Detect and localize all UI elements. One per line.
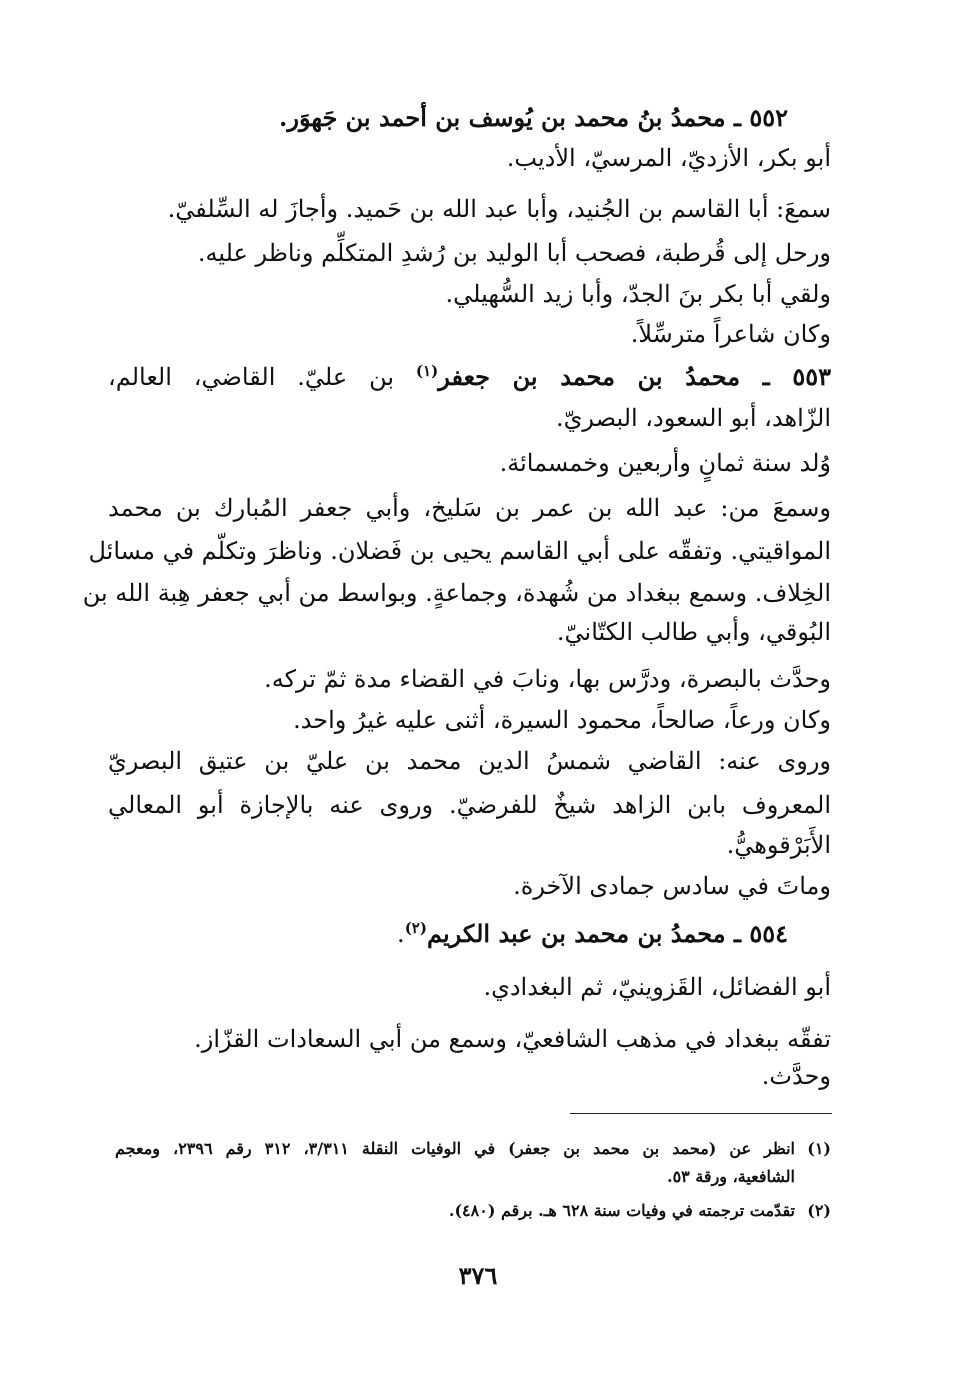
entry-553-line: وحدَّث بالبصرة، ودرَّس بها، ونابَ في القضاء مدة ثمّ تركه. [264,665,831,693]
entry-553-line: الأَبَرْقوهيُّ. [726,831,831,859]
footnote-2 [449,1198,831,1224]
entry-552-line: ورحل إلى قُرطبة، فصحب أبا الوليد بن رُشدِ المتكلِّم وناظر عليه. [197,239,831,267]
footnote-1 [115,1136,831,1162]
footnote-ref-1: (١) [415,362,439,380]
entry-553-line: الخِلاف. وسمع ببغداد من شُهدة، وجماعةٍ. وبواسط من أبي جعفر هِبة الله بن [82,579,831,607]
entry-554-line: أبو الفضائل، القَزوينيّ، ثم البغدادي. [483,973,831,1001]
entry-553-heading [108,357,831,397]
entry-553-line: وُلد سنة ثمانٍ وأربعين وخمسمائة. [499,449,831,477]
entry-553-line: المعروف بابن الزاهد شيخٌ للفرضيّ. وروى عنه بالإجازة أبو المعالي [108,791,831,819]
entry-552-line: وكان شاعراً مترسِّلاً. [630,320,831,348]
entry-553-line: وماتَ في سادس جمادى الآخرة. [513,872,831,900]
footnote-1-continuation: الشافعية، ورقة ٥٣. [667,1167,795,1186]
footnote-1-text: انظر عن (محمد بن محمد بن جعفر) في الوفيات النقلة ٣/٣١١، ٣١٢ رقم ٢٣٩٦، ومعجم [115,1139,795,1158]
entry-552-heading: ٥٥٢ ـ محمدُ بنُ محمد بن يُوسف بن أحمد بن جَهوَر. [279,103,788,132]
entry-553-line: المواقيتي. وتفقّه على أبي القاسم يحيى بن فَضلان. وناظرَ وتكلّم في مسائل [88,537,831,565]
entry-552-line: ولقي أبا بكر بنَ الجدّ، وأبا زيد السُّهيلي. [445,280,831,308]
entry-554-heading-rest: . [397,920,405,948]
entry-553-line: الزّاهد، أبو السعود، البصريّ. [555,404,831,432]
entry-554-heading [397,914,788,954]
entry-553-line: وسمعَ من: عبد الله بن عمر بن سَليخ، وأبي جعفر المُبارك بن محمد [108,494,831,522]
footnote-1-number: (١) [807,1139,831,1158]
footnote-2-number: (٢) [807,1201,831,1220]
entry-553-line: وروى عنه: القاضي شمسُ الدين محمد بن عليّ بن عتيق البصريّ [108,747,831,775]
entry-554-name: ٥٥٤ ـ محمدُ بن محمد بن عبد الكريم [426,919,788,948]
entry-554-line: وحدَّث. [761,1062,831,1090]
entry-553-line: البُوقي، وأبي طالب الكتّانيّ. [556,618,831,646]
entry-554-line: تفقّه ببغداد في مذهب الشافعيّ، وسمع من أبي السعادات القزّاز. [194,1025,831,1053]
entry-553-line: وكان ورعاً، صالحاً، محمود السيرة، أثنى عليه غيرُ واحد. [293,706,831,734]
footnote-2-text: تقدّمت ترجمته في وفيات سنة ٦٢٨ هـ. برقم (٤٨٠). [448,1201,795,1220]
page-number: ٣٧٦ [458,1261,498,1290]
footnote-separator [570,1113,832,1114]
entry-553-heading-rest: بن عليّ. القاضي، العالم، [108,363,416,391]
entry-552-line: سمعَ: أبا القاسم بن الجُنيد، وأبا عبد الله بن حَميد. وأجازَ له السِّلفيّ. [167,195,831,223]
entry-552-line: أبو بكر، الأزديّ، المرسيّ، الأديب. [506,144,831,172]
footnote-ref-2: (٢) [404,919,427,937]
entry-553-name: ٥٥٣ ـ محمدُ بن محمد بن جعفر [438,362,832,391]
